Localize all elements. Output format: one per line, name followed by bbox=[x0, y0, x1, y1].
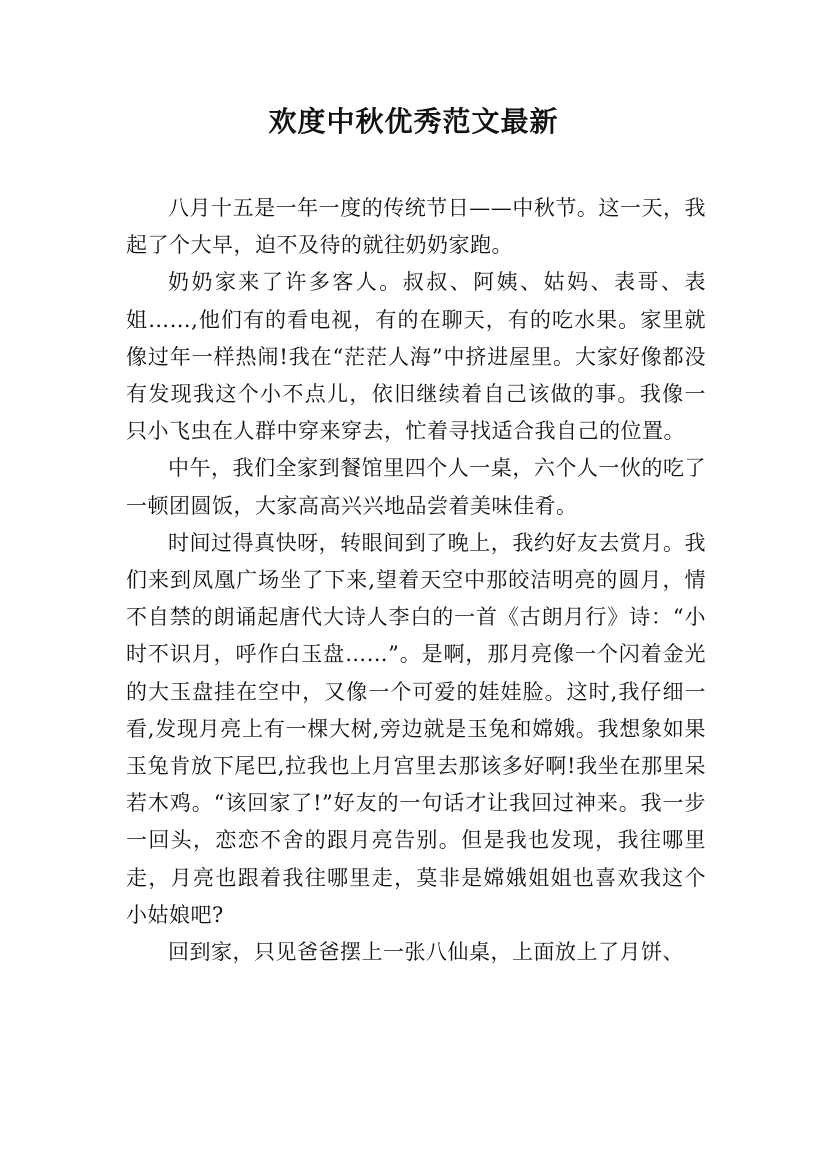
document-body bbox=[126, 190, 706, 971]
paragraph-4: 时间过得真快呀，转眼间到了晚上，我约好友去赏月。我们来到凤凰广场坐了下来,望着天空中那皎洁明亮的圆月，情不自禁的朗诵起唐代大诗人李白的一首《古朗月行》诗：“小时不识月，呼作白玉盘……”。是啊，那月亮像一个闪着金光的大玉盘挂在空中，又像一个可爱的娃娃脸。这时,我仔细一看,发现月亮上有一棵大树,旁边就是玉兔和嫦娥。我想象如果玉兔肯放下尾巴,拉我也上月宫里去那该多好啊!我坐在那里呆若木鸡。“该回家了!”好友的一句话才让我回过神来。我一步一回头，恋恋不舍的跟月亮告别。但是我也发现，我往哪里走，月亮也跟着我往哪里走，莫非是嫦娥姐姐也喜欢我这个小姑娘吧? bbox=[126, 530, 706, 927]
paragraph-3: 中午，我们全家到餐馆里四个人一桌，六个人一伙的吃了一顿团圆饭，大家高高兴兴地品尝着美味佳肴。 bbox=[126, 456, 706, 518]
paragraph-2: 奶奶家来了许多客人。叔叔、阿姨、姑妈、表哥、表姐……,他们有的看电视，有的在聊天，有的吃水果。家里就像过年一样热闹!我在“茫茫人海”中挤进屋里。大家好像都没有发现我这个小不点儿，依旧继续着自己该做的事。我像一只小飞虫在人群中穿来穿去，忙着寻找适合我自己的位置。 bbox=[126, 270, 706, 444]
paragraph-5: 回到家，只见爸爸摆上一张八仙桌，上面放上了月饼、 bbox=[168, 940, 684, 965]
document-title: 欢度中秋优秀范文最新 bbox=[268, 105, 559, 138]
paragraph-1: 八月十五是一年一度的传统节日——中秋节。这一天，我起了个大早，迫不及待的就往奶奶家跑。 bbox=[126, 196, 706, 258]
